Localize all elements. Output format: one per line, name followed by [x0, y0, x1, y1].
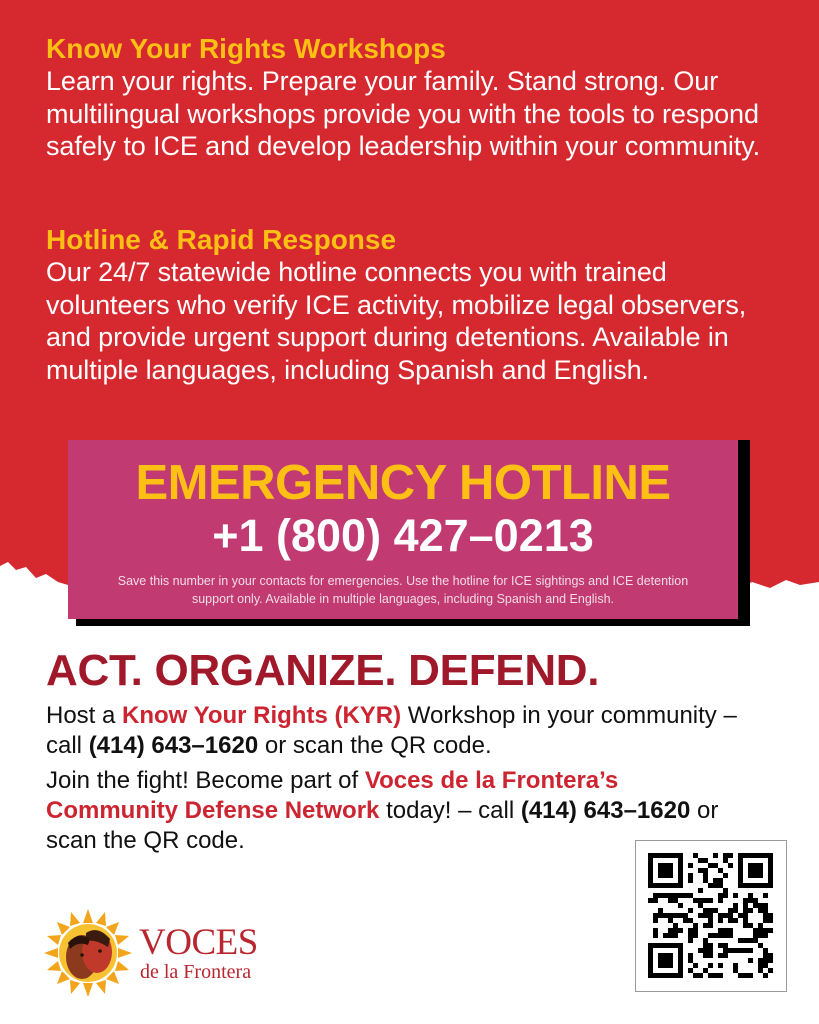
hotline-section	[46, 224, 786, 386]
host-workshop-text	[46, 701, 746, 761]
emergency-hotline-note: Save this number in your contacts for emergencies. Use the hotline for ICE sightings and ICE detention support only. Available in multiple languages, including Spanish and English.	[117, 574, 689, 606]
act-organize-defend-title: ACT. ORGANIZE. DEFEND.	[46, 646, 600, 695]
p2-mid: today! – call	[379, 797, 521, 824]
hotline-section-title: Hotline & Rapid Response	[46, 224, 397, 255]
emergency-hotline-number[interactable]: +1 (800) 427–0213	[212, 510, 594, 561]
p1-pre: Host a	[46, 702, 123, 729]
emergency-hotline-title: EMERGENCY HOTLINE	[135, 456, 671, 510]
p1-mid: Workshop in your community – call	[46, 702, 737, 759]
workshops-body: Learn your rights. Prepare your family. Stand strong. Our multilingual workshops provide you with the tools to respond safely to ICE and develop leadership within your community.	[46, 66, 760, 161]
emergency-hotline-box	[68, 440, 738, 619]
defense-network-highlight: Voces de la Frontera’s Community Defense Network	[46, 767, 619, 824]
p1-post: or scan the QR code.	[258, 732, 492, 759]
p2-post: or scan the QR code.	[46, 797, 719, 854]
kyr-highlight: Know Your Rights (KYR)	[122, 702, 402, 729]
p2-pre: Join the fight! Become part of	[46, 767, 365, 794]
logo-frontera-text: de la Frontera	[140, 961, 252, 983]
qr-code-graphic	[636, 841, 786, 991]
voces-de-la-frontera-logo	[44, 908, 284, 998]
phone-number[interactable]: (414) 643–1620	[520, 797, 691, 824]
workshops-section	[46, 33, 786, 163]
phone-number[interactable]: (414) 643–1620	[88, 732, 259, 759]
workshops-title: Know Your Rights Workshops	[46, 33, 446, 64]
qr-code-icon[interactable]	[635, 840, 787, 992]
sun-faces-icon	[44, 908, 136, 998]
hotline-section-body: Our 24/7 statewide hotline connects you with trained volunteers who verify ICE activity, mobilize legal observers, and provide urgent support during detentions. Available in multiple languages, including Spanish and English.	[46, 257, 747, 385]
logo-voces-text: VOCES	[139, 922, 258, 963]
